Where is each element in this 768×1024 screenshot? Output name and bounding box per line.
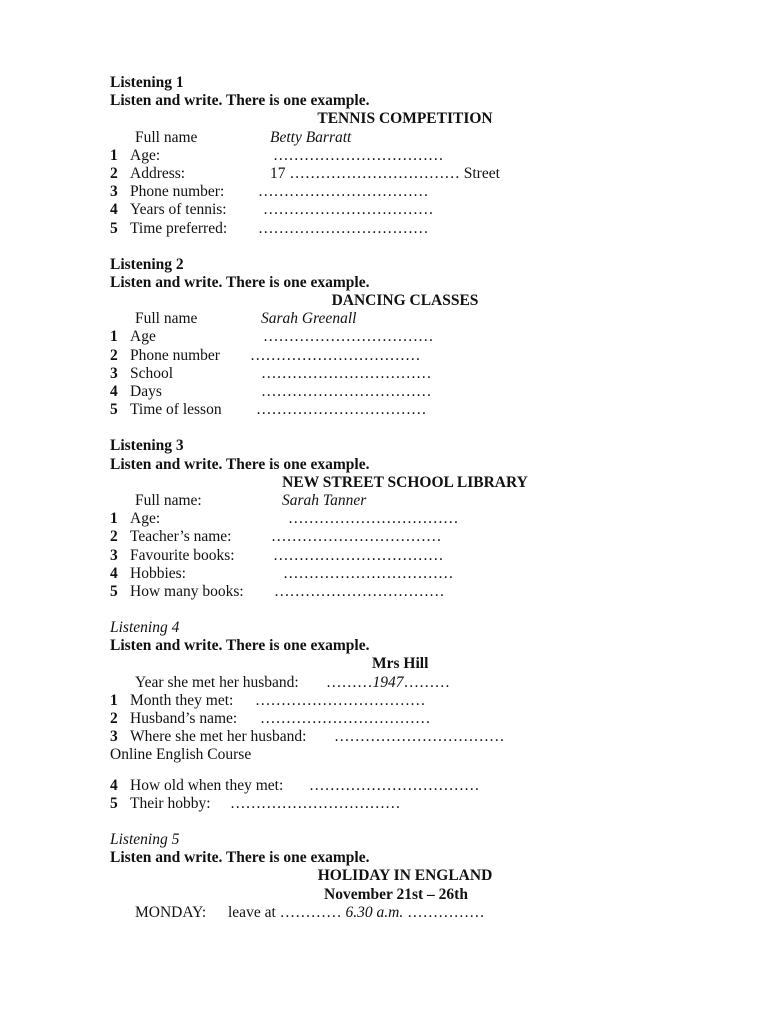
question-number: 3 [110,183,118,201]
listening-5-section [110,831,670,922]
example-row: Year she met her husband: ………1947……… [135,673,450,691]
question-row [110,795,670,813]
question-number: 2 [110,346,118,364]
answer-suffix: Street [463,164,500,182]
question-row [110,365,670,383]
question-number: 4 [110,201,118,219]
question-row [110,565,670,583]
instruction: Listen and write. There is one example. [110,637,370,655]
question-label: Address: [130,164,186,182]
section-heading: Listening 2 [110,255,184,273]
section-title: NEW STREET SCHOOL LIBRARY [282,473,528,491]
question-number: 1 [110,691,118,709]
question-row [110,583,670,601]
example-value: Sarah Tanner [282,491,367,509]
question-number: 5 [110,219,118,237]
question-label: Favourite books: [130,546,235,564]
answer-blank[interactable]: …………………………… [289,164,460,182]
question-number: 3 [110,546,118,564]
answer-blank[interactable]: …………………………… [271,528,442,546]
instruction: Listen and write. There is one example. [110,849,370,867]
question-number: 1 [110,328,118,346]
example-row [110,492,670,510]
section-subtitle: November 21st – 26th [324,885,468,903]
answer-blank[interactable]: …………………………… [283,564,454,582]
question-row [110,528,670,546]
section-heading: Listening 5 [110,830,180,848]
question-row [110,777,670,795]
question-label: Days [130,383,162,400]
question-label: Years of tennis: [130,201,227,219]
question-label: Time preferred: [130,219,228,237]
answer-blank[interactable]: …………………………… [250,346,421,364]
question-label: Hobbies: [130,564,186,582]
question-label: Where she met her husband: [130,728,307,746]
instruction: Listen and write. There is one example. [110,92,370,110]
answer-blank[interactable]: …………………………… [258,219,429,237]
question-label: Teacher’s name: [130,528,232,546]
question-number: 4 [110,383,118,400]
answer-blank[interactable]: …………………………… [261,383,432,400]
example-value: 1947 [372,673,404,691]
instruction: Listen and write. There is one example. [110,273,370,291]
answer-blank[interactable]: …………………………… [288,510,459,528]
question-label: How old when they met: [130,776,284,794]
question-label: Phone number [130,346,220,364]
question-number: 5 [110,794,118,812]
question-label: Time of lesson [130,401,222,419]
example-row [110,310,670,328]
answer-blank[interactable]: …………………………… [263,328,434,346]
question-number: 1 [110,510,118,528]
question-number: 3 [110,364,118,382]
question-number: 1 [110,146,118,164]
question-row [110,710,670,728]
answer-blank[interactable]: …………………………… [273,146,444,164]
question-label: How many books: [130,582,244,600]
section-title: Mrs Hill [372,655,429,673]
question-number: 4 [110,776,118,794]
question-label: Age: [130,146,161,164]
example-text: leave at [228,903,276,921]
day-label: MONDAY: [135,903,207,921]
question-row [110,220,670,238]
question-number: 3 [110,728,118,746]
question-row [110,383,670,401]
answer-blank[interactable]: …………………………… [334,728,505,746]
example-value: Betty Barratt [270,128,352,146]
listening-2-section [110,256,670,420]
example-label: Full name [135,128,198,146]
question-number: 4 [110,564,118,582]
question-number: 5 [110,582,118,600]
question-label: Phone number: [130,183,225,201]
answer-blank[interactable]: …………………………… [263,201,434,219]
answer-prefix: 17 [270,164,286,182]
answer-blank[interactable]: …………………………… [258,183,429,201]
example-label: Full name [135,310,198,328]
section-title: DANCING CLASSES [331,292,479,310]
answer-blank[interactable]: …………………………… [261,364,432,382]
question-label: Husband’s name: [130,710,238,727]
worksheet [110,74,670,922]
answer-blank[interactable]: …………………………… [256,401,427,419]
example-row: MONDAY: leave at ………… 6.30 a.m. …………… [135,903,485,921]
question-number: 2 [110,710,118,727]
example-value: Sarah Greenall [261,310,357,328]
question-row [110,147,670,165]
question-row [110,328,670,346]
section-heading: Listening 3 [110,437,184,455]
section-title: TENNIS COMPETITION [317,110,493,128]
question-row [110,692,670,710]
question-label: School [130,364,174,382]
example-value: 6.30 a.m. [345,903,404,921]
example-row [110,129,670,147]
question-row [110,510,670,528]
question-number: 5 [110,401,118,419]
listening-4-section [110,619,670,813]
course-note: Online English Course [110,746,252,764]
question-label: Their hobby: [130,794,211,812]
section-heading: Listening 1 [110,74,184,91]
question-label: Age: [130,510,161,528]
section-heading: Listening 4 [110,619,180,637]
answer-blank[interactable]: …………………………… [230,794,401,812]
answer-blank[interactable]: …………………………… [255,691,426,709]
question-number: 2 [110,164,118,182]
question-row [110,547,670,565]
answer-blank[interactable]: …………………………… [273,546,444,564]
question-number: 2 [110,528,118,546]
listening-3-section [110,437,670,601]
question-label: Age [130,328,156,346]
question-row [110,728,670,746]
question-row [110,201,670,219]
answer-blank[interactable]: …………………………… [274,582,445,600]
instruction: Listen and write. There is one example. [110,455,370,473]
section-title: HOLIDAY IN ENGLAND [317,867,493,885]
question-row [110,183,670,201]
question-row [110,347,670,365]
answer-blank[interactable]: …………………………… [309,776,480,794]
answer-blank[interactable]: …………………………… [260,710,431,727]
example-label: Year she met her husband: [135,673,299,691]
question-row [110,165,670,183]
example-label: Full name: [135,491,202,509]
listening-1-section [110,74,670,238]
question-row [110,401,670,419]
question-label: Month they met: [130,691,234,709]
